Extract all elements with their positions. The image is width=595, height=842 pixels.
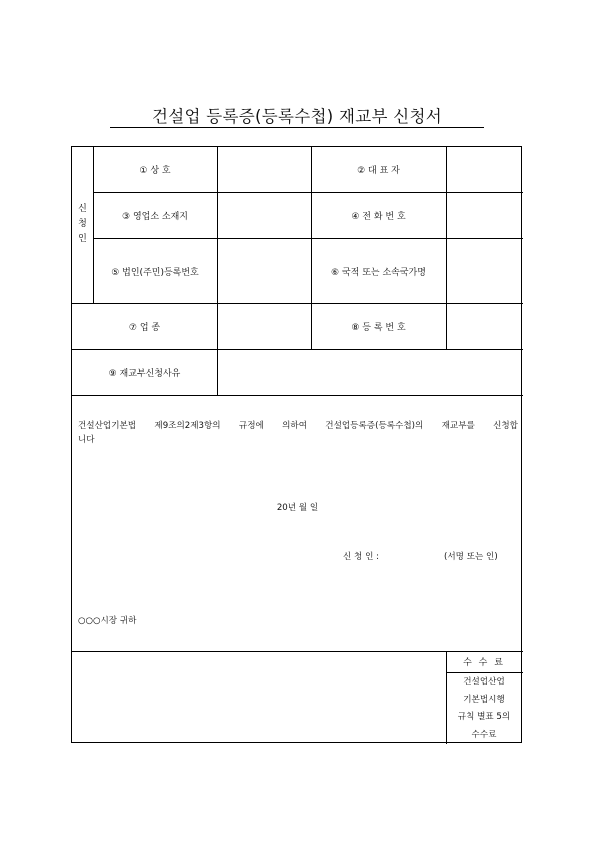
- side-char: 인: [78, 234, 87, 244]
- statement-line-2: 니다: [78, 435, 95, 445]
- fee-line: 기본법시행: [463, 694, 505, 705]
- input-industry[interactable]: [218, 304, 311, 349]
- side-char: 청: [78, 219, 87, 229]
- signer-label: 신 청 인 :: [343, 552, 379, 562]
- label-corp-number: ⑤ 법인(주민)등록번호: [111, 267, 199, 278]
- application-date: 20년 월 일: [276, 503, 319, 513]
- input-representative[interactable]: [447, 147, 523, 192]
- input-trade-name[interactable]: [218, 147, 311, 192]
- label-nationality: ⑥ 국적 또는 소속국가명: [331, 267, 426, 278]
- label-office-location: ③ 영업소 소재지: [122, 212, 188, 222]
- title-underline: [110, 127, 484, 128]
- applicant-side-label: [72, 147, 93, 302]
- label-phone: ④ 전 화 번 호: [351, 212, 406, 222]
- signature-note: (서명 또는 인): [444, 552, 498, 562]
- input-nationality[interactable]: [447, 239, 523, 303]
- fee-line: 건설업산업: [463, 677, 505, 687]
- input-office-location[interactable]: [218, 193, 311, 238]
- input-corp-number[interactable]: [218, 239, 311, 303]
- input-registration-number[interactable]: [447, 304, 523, 349]
- statement-line-1: 건설산업기본법 제9조의2제3항의 규정에 의하여 건설업등록증(등록수첩)의 재교부를 신청합: [78, 421, 518, 431]
- fee-line: 수수료: [471, 729, 497, 740]
- label-representative: ② 대 표 자: [357, 166, 400, 176]
- fee-description: [446, 674, 522, 744]
- label-trade-name: ① 상 호: [139, 166, 171, 176]
- input-phone[interactable]: [447, 193, 523, 238]
- fee-divider: [446, 672, 523, 673]
- recipient: ○○○시장 귀하: [78, 616, 137, 626]
- label-industry: ⑦ 업 종: [128, 323, 161, 333]
- row-divider: [72, 395, 523, 396]
- application-form: [71, 146, 522, 743]
- fee-line: 규칙 별표 5의: [457, 712, 511, 722]
- label-reissue-reason: ⑨ 재교부신청사유: [108, 369, 181, 379]
- fee-header: 수 수 료: [463, 658, 505, 668]
- input-reissue-reason[interactable]: [218, 350, 523, 395]
- document-title: 건설업 등록증(등록수첩) 재교부 신청서: [152, 107, 442, 126]
- side-char: 신: [78, 204, 87, 214]
- label-registration-number: ⑧ 등 록 번 호: [351, 323, 406, 333]
